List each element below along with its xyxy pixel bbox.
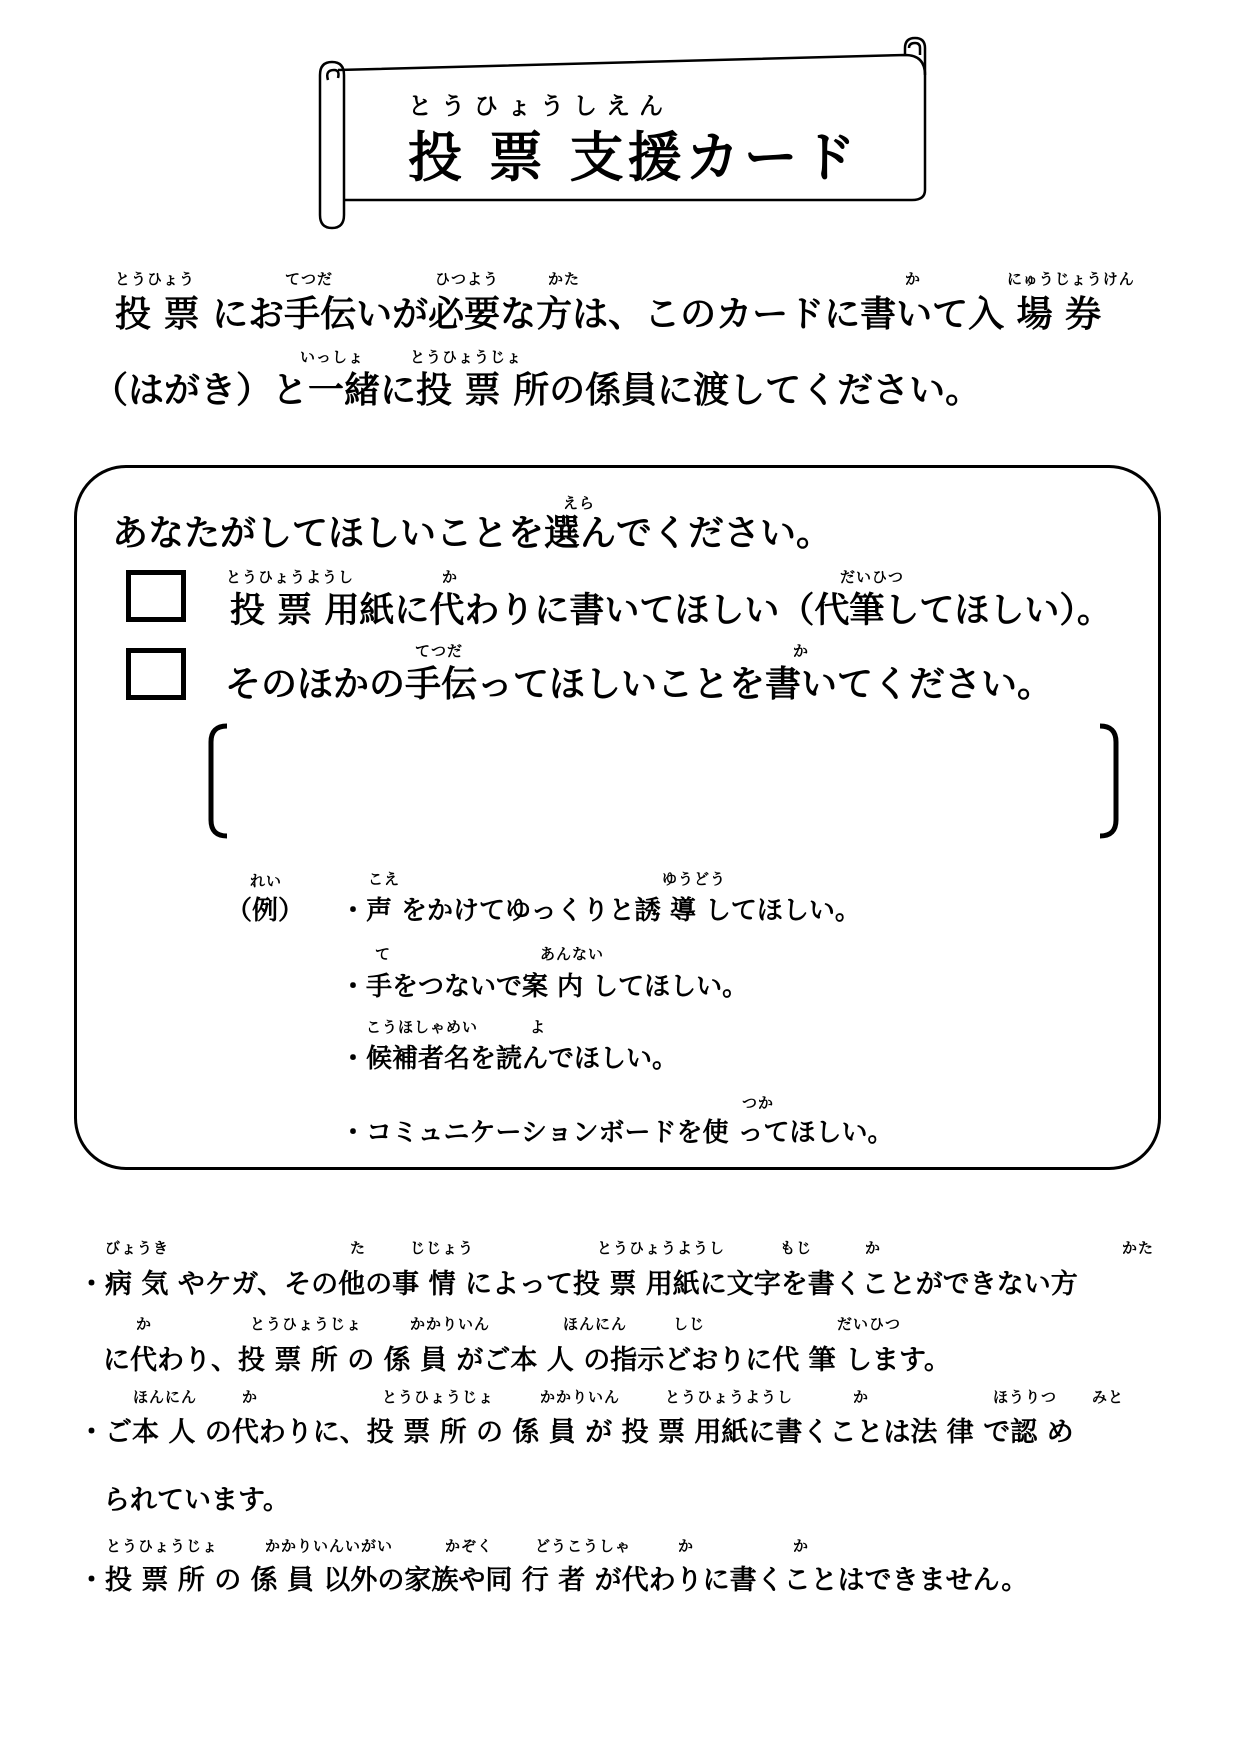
note1-ruby-1: びょうき	[105, 1239, 170, 1257]
note1b-ruby-2: とうひょうじょ	[250, 1315, 363, 1333]
note2-ruby-5: とうひょうようし	[665, 1388, 794, 1406]
note1b-ruby-3: かかりいん	[410, 1315, 491, 1333]
example-item-1: ・声 をかけてゆっくりと誘 導 してほしい。	[340, 896, 861, 926]
title-reading: とうひょうしえん	[408, 92, 672, 120]
note-2-line-1: ・ご本 人 の代わりに、投 票 所 の 係 員 が 投 票 用紙に書くことは法 律 で認 め	[78, 1417, 1074, 1448]
option1-ruby-1: とうひょうようし	[226, 568, 355, 586]
note-1-line-1: ・病 気 やケガ、その他の事 情 によって投 票 用紙に文字を書くことができない方	[78, 1269, 1078, 1300]
intro-line-2: （はがき）と一緒に投 票 所の係員に渡してください。	[92, 370, 982, 411]
intro-ruby-7: いっしょ	[300, 348, 365, 366]
example-item-4: ・コミュニケーションボードを使 ってほしい。	[340, 1118, 894, 1148]
note1b-ruby-5: しじ	[673, 1315, 706, 1333]
intro-ruby-3: ひつよう	[435, 270, 500, 288]
note1-ruby-5: もじ	[780, 1239, 813, 1257]
note1-ruby-3: じじょう	[410, 1239, 475, 1257]
note1b-ruby-4: ほんにん	[563, 1315, 628, 1333]
note1-ruby-7: かた	[1122, 1239, 1155, 1257]
ex1-ruby-2: ゆうどう	[662, 870, 727, 888]
note2-ruby-2: か	[242, 1388, 259, 1406]
note2-ruby-3: とうひょうじょ	[382, 1388, 495, 1406]
note2-ruby-7: ほうりつ	[993, 1388, 1058, 1406]
example-label: （例）	[226, 896, 305, 926]
note2-ruby-4: かかりいん	[540, 1388, 621, 1406]
note1-ruby-2: た	[350, 1239, 367, 1257]
note-1-line-2: に代わり、投 票 所 の 係 員 がご本 人 の指示どおりに代 筆 します。	[103, 1345, 951, 1376]
note1b-ruby-1: か	[136, 1315, 153, 1333]
intro-line-1: 投 票 にお手伝いが必要な方は、このカードに書いて入 場 券	[115, 294, 1102, 335]
option2-ruby-2: か	[793, 642, 810, 660]
ex3-ruby-2: よ	[530, 1018, 547, 1036]
page-title: 投 票 支援カード	[408, 126, 860, 189]
intro-ruby-4: かた	[548, 270, 581, 288]
note3-ruby-2: かかりいんいがい	[265, 1537, 394, 1555]
example-ruby: れい	[250, 872, 283, 890]
example-item-2: ・手をつないで案 内 してほしい。	[340, 972, 749, 1002]
note1b-ruby-6: だいひつ	[837, 1315, 902, 1333]
intro-ruby-6: にゅうじょうけん	[1007, 270, 1135, 288]
intro-ruby-1: とうひょう	[115, 270, 196, 288]
note3-ruby-6: か	[793, 1537, 810, 1555]
note1-ruby-6: か	[865, 1239, 882, 1257]
example-item-3: ・候補者名を読んでほしい。	[340, 1044, 679, 1074]
option1-ruby-3: だいひつ	[840, 568, 905, 586]
note3-ruby-5: か	[678, 1537, 695, 1555]
note2-ruby-1: ほんにん	[133, 1388, 198, 1406]
intro-ruby-5: か	[905, 270, 922, 288]
card-heading: あなたがしてほしいことを選んでください。	[112, 513, 833, 554]
ex2-ruby-2: あんない	[540, 945, 605, 963]
ex2-ruby-1: て	[375, 945, 392, 963]
option2-ruby-1: てつだ	[415, 642, 464, 660]
note2-ruby-8: みと	[1092, 1388, 1125, 1406]
write-in-brackets[interactable]	[205, 722, 1125, 842]
note3-ruby-3: かぞく	[445, 1537, 494, 1555]
note2-ruby-6: か	[853, 1388, 870, 1406]
option1-ruby-2: か	[442, 568, 459, 586]
option2-label: そのほかの手伝ってほしいことを書いてください。	[225, 664, 1054, 705]
note3-ruby-1: とうひょうじょ	[106, 1537, 219, 1555]
option1-checkbox[interactable]	[126, 570, 186, 622]
ex1-ruby-1: こえ	[368, 870, 401, 888]
card-heading-ruby: えら	[563, 494, 596, 512]
intro-ruby-2: てつだ	[285, 270, 334, 288]
ex3-ruby-1: こうほしゃめい	[366, 1018, 479, 1036]
note-3-line-1: ・投 票 所 の 係 員 以外の家族や同 行 者 が代わりに書くことはできません。	[78, 1565, 1029, 1596]
note1-ruby-4: とうひょうようし	[597, 1239, 726, 1257]
note-2-line-2: られています。	[103, 1485, 290, 1516]
intro-ruby-8: とうひょうじょ	[410, 348, 523, 366]
option1-label: 投 票 用紙に代わりに書いてほしい（代筆してほしい）。	[230, 591, 1112, 631]
option2-checkbox[interactable]	[126, 648, 186, 700]
ex4-ruby-1: つか	[742, 1094, 775, 1112]
note3-ruby-4: どうこうしゃ	[535, 1537, 632, 1555]
